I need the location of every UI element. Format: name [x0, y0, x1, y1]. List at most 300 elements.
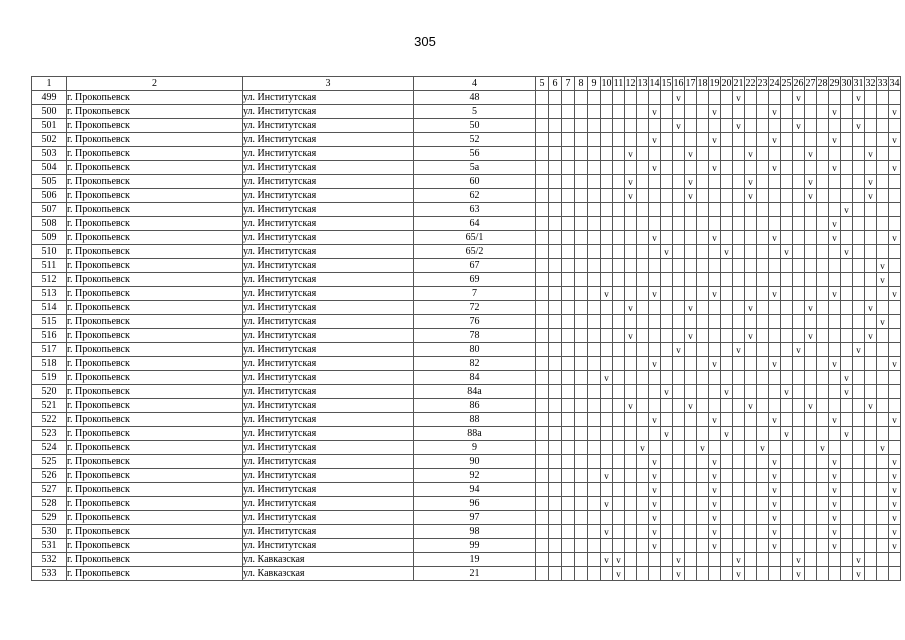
empty-cell [721, 231, 733, 245]
empty-cell [733, 175, 745, 189]
table-row [32, 175, 901, 189]
empty-cell [781, 189, 793, 203]
column-header: 2 [67, 77, 243, 91]
empty-cell [889, 329, 901, 343]
empty-cell [697, 385, 709, 399]
check-mark-cell: v [733, 343, 745, 357]
column-header: 31 [853, 77, 864, 89]
empty-cell [588, 427, 601, 441]
table-row [32, 399, 901, 413]
empty-cell [745, 119, 757, 133]
empty-cell [877, 455, 889, 469]
empty-cell [853, 525, 865, 539]
empty-cell [877, 525, 889, 539]
empty-cell [877, 119, 889, 133]
empty-cell [637, 525, 649, 539]
empty-cell [769, 147, 781, 161]
empty-cell [536, 133, 549, 147]
empty-cell [613, 357, 625, 371]
check-mark-cell: v [709, 413, 721, 427]
empty-cell [562, 273, 575, 287]
empty-cell [769, 399, 781, 413]
empty-cell [549, 525, 562, 539]
house-number-cell: 5а [414, 161, 536, 175]
empty-cell [733, 497, 745, 511]
empty-cell [745, 539, 757, 553]
empty-cell [697, 511, 709, 525]
check-mark-cell: v [601, 553, 613, 567]
empty-cell [697, 203, 709, 217]
table-row [32, 469, 901, 483]
check-mark-cell: v [649, 287, 661, 301]
empty-cell [697, 483, 709, 497]
empty-cell [781, 147, 793, 161]
street-cell: ул. Институтская [243, 231, 414, 245]
empty-cell [781, 343, 793, 357]
empty-cell [649, 217, 661, 231]
check-mark-cell: v [877, 273, 889, 287]
empty-cell [673, 371, 685, 385]
check-mark-cell: v [649, 525, 661, 539]
check-mark-cell: v [625, 189, 637, 203]
empty-cell [685, 357, 697, 371]
empty-cell [745, 497, 757, 511]
empty-cell [601, 231, 613, 245]
empty-cell [649, 245, 661, 259]
check-mark-cell: v [733, 567, 745, 581]
check-mark-cell: v [853, 119, 865, 133]
check-mark-cell: v [637, 441, 649, 455]
empty-cell [562, 245, 575, 259]
empty-cell [685, 511, 697, 525]
empty-cell [745, 245, 757, 259]
empty-cell [562, 483, 575, 497]
check-mark-cell: v [889, 539, 901, 553]
empty-cell [817, 455, 829, 469]
empty-cell [865, 273, 877, 287]
empty-cell [601, 119, 613, 133]
empty-cell [575, 567, 588, 581]
empty-cell [549, 427, 562, 441]
empty-cell [625, 119, 637, 133]
empty-cell [733, 525, 745, 539]
empty-cell [757, 119, 769, 133]
empty-cell [733, 189, 745, 203]
empty-cell [601, 315, 613, 329]
street-cell: ул. Институтская [243, 259, 414, 273]
empty-cell [625, 105, 637, 119]
empty-cell [601, 147, 613, 161]
table-row [32, 161, 901, 175]
empty-cell [549, 343, 562, 357]
city-cell: г. Прокопьевск [67, 91, 243, 105]
empty-cell [588, 175, 601, 189]
house-number-cell: 62 [414, 189, 536, 203]
empty-cell [841, 105, 853, 119]
street-cell: ул. Институтская [243, 511, 414, 525]
empty-cell [637, 315, 649, 329]
empty-cell [613, 189, 625, 203]
empty-cell [661, 343, 673, 357]
check-mark-cell: v [709, 539, 721, 553]
empty-cell [588, 329, 601, 343]
empty-cell [709, 273, 721, 287]
street-cell: ул. Институтская [243, 399, 414, 413]
empty-cell [769, 315, 781, 329]
empty-cell [733, 413, 745, 427]
empty-cell [637, 175, 649, 189]
empty-cell [817, 511, 829, 525]
street-cell: ул. Институтская [243, 315, 414, 329]
check-mark-cell: v [841, 427, 853, 441]
empty-cell [865, 413, 877, 427]
empty-cell [601, 133, 613, 147]
empty-cell [721, 315, 733, 329]
empty-cell [613, 231, 625, 245]
empty-cell [877, 189, 889, 203]
empty-cell [889, 91, 901, 105]
empty-cell [549, 441, 562, 455]
empty-cell [613, 119, 625, 133]
empty-cell [588, 511, 601, 525]
row-number-cell: 503 [32, 147, 67, 161]
empty-cell [889, 315, 901, 329]
empty-cell [697, 567, 709, 581]
row-number-cell: 525 [32, 455, 67, 469]
empty-cell [793, 301, 805, 315]
empty-cell [549, 231, 562, 245]
empty-cell [781, 511, 793, 525]
empty-cell [625, 385, 637, 399]
empty-cell [549, 259, 562, 273]
check-mark-cell: v [769, 161, 781, 175]
empty-cell [575, 119, 588, 133]
empty-cell [865, 119, 877, 133]
empty-cell [613, 399, 625, 413]
column-header: 24 [769, 77, 780, 89]
check-mark-cell: v [793, 91, 805, 105]
empty-cell [613, 441, 625, 455]
empty-cell [817, 161, 829, 175]
empty-cell [613, 217, 625, 231]
empty-cell [575, 287, 588, 301]
house-number-cell: 60 [414, 175, 536, 189]
empty-cell [661, 539, 673, 553]
empty-cell [575, 483, 588, 497]
empty-cell [588, 91, 601, 105]
empty-cell [829, 203, 841, 217]
street-cell: ул. Институтская [243, 189, 414, 203]
empty-cell [536, 245, 549, 259]
empty-cell [536, 231, 549, 245]
empty-cell [817, 147, 829, 161]
table-row [32, 91, 901, 105]
empty-cell [853, 147, 865, 161]
empty-cell [805, 441, 817, 455]
empty-cell [709, 371, 721, 385]
empty-cell [697, 525, 709, 539]
empty-cell [562, 357, 575, 371]
empty-cell [745, 525, 757, 539]
check-mark-cell: v [709, 483, 721, 497]
empty-cell [733, 441, 745, 455]
empty-cell [889, 203, 901, 217]
empty-cell [649, 441, 661, 455]
check-mark-cell: v [805, 399, 817, 413]
empty-cell [685, 441, 697, 455]
table-row [32, 217, 901, 231]
empty-cell [841, 147, 853, 161]
house-number-cell: 88 [414, 413, 536, 427]
table-row [32, 315, 901, 329]
empty-cell [575, 189, 588, 203]
empty-cell [853, 497, 865, 511]
empty-cell [685, 525, 697, 539]
empty-cell [721, 455, 733, 469]
empty-cell [625, 217, 637, 231]
empty-cell [733, 371, 745, 385]
row-number-cell: 532 [32, 553, 67, 567]
empty-cell [721, 217, 733, 231]
table-row [32, 245, 901, 259]
empty-cell [853, 133, 865, 147]
empty-cell [625, 343, 637, 357]
empty-cell [817, 133, 829, 147]
empty-cell [805, 483, 817, 497]
empty-cell [865, 343, 877, 357]
empty-cell [575, 175, 588, 189]
empty-cell [781, 525, 793, 539]
empty-cell [877, 399, 889, 413]
empty-cell [877, 287, 889, 301]
empty-cell [575, 539, 588, 553]
empty-cell [588, 483, 601, 497]
empty-cell [697, 161, 709, 175]
empty-cell [637, 469, 649, 483]
empty-cell [817, 245, 829, 259]
check-mark-cell: v [805, 329, 817, 343]
column-header: 25 [781, 77, 792, 89]
empty-cell [793, 413, 805, 427]
empty-cell [721, 539, 733, 553]
empty-cell [536, 357, 549, 371]
empty-cell [853, 259, 865, 273]
column-header: 29 [829, 77, 840, 89]
empty-cell [637, 427, 649, 441]
empty-cell [865, 203, 877, 217]
street-cell: ул. Институтская [243, 539, 414, 553]
row-number-cell: 529 [32, 511, 67, 525]
empty-cell [588, 147, 601, 161]
check-mark-cell: v [685, 399, 697, 413]
house-number-cell: 82 [414, 357, 536, 371]
check-mark-cell: v [865, 399, 877, 413]
row-number-cell: 499 [32, 91, 67, 105]
empty-cell [805, 259, 817, 273]
empty-cell [661, 357, 673, 371]
check-mark-cell: v [853, 91, 865, 105]
empty-cell [536, 329, 549, 343]
empty-cell [889, 343, 901, 357]
empty-cell [841, 287, 853, 301]
check-mark-cell: v [829, 539, 841, 553]
empty-cell [575, 245, 588, 259]
empty-cell [793, 511, 805, 525]
empty-cell [877, 175, 889, 189]
empty-cell [721, 273, 733, 287]
check-mark-cell: v [829, 455, 841, 469]
empty-cell [841, 525, 853, 539]
empty-cell [805, 525, 817, 539]
empty-cell [625, 161, 637, 175]
check-mark-cell: v [673, 553, 685, 567]
check-mark-cell: v [661, 385, 673, 399]
empty-cell [805, 497, 817, 511]
house-number-cell: 52 [414, 133, 536, 147]
empty-cell [685, 105, 697, 119]
empty-cell [637, 217, 649, 231]
empty-cell [829, 441, 841, 455]
empty-cell [781, 413, 793, 427]
empty-cell [877, 553, 889, 567]
empty-cell [793, 455, 805, 469]
empty-cell [685, 161, 697, 175]
empty-cell [536, 413, 549, 427]
street-cell: ул. Институтская [243, 385, 414, 399]
empty-cell [709, 399, 721, 413]
empty-cell [793, 161, 805, 175]
empty-cell [817, 385, 829, 399]
empty-cell [733, 203, 745, 217]
empty-cell [817, 329, 829, 343]
empty-cell [562, 539, 575, 553]
empty-cell [562, 427, 575, 441]
empty-cell [757, 357, 769, 371]
empty-cell [625, 469, 637, 483]
empty-cell [733, 217, 745, 231]
house-number-cell: 84а [414, 385, 536, 399]
column-header: 15 [661, 77, 672, 89]
empty-cell [625, 273, 637, 287]
check-mark-cell: v [649, 161, 661, 175]
empty-cell [562, 259, 575, 273]
row-number-cell: 516 [32, 329, 67, 343]
empty-cell [757, 161, 769, 175]
empty-cell [769, 343, 781, 357]
house-number-cell: 69 [414, 273, 536, 287]
house-number-cell: 67 [414, 259, 536, 273]
column-header: 20 [721, 77, 732, 89]
empty-cell [673, 427, 685, 441]
check-mark-cell: v [649, 497, 661, 511]
table-row [32, 105, 901, 119]
row-number-cell: 509 [32, 231, 67, 245]
empty-cell [745, 315, 757, 329]
empty-cell [613, 413, 625, 427]
empty-cell [536, 427, 549, 441]
empty-cell [877, 483, 889, 497]
check-mark-cell: v [613, 567, 625, 581]
street-cell: ул. Институтская [243, 497, 414, 511]
empty-cell [562, 413, 575, 427]
empty-cell [745, 343, 757, 357]
city-cell: г. Прокопьевск [67, 385, 243, 399]
column-header: 4 [414, 77, 536, 91]
empty-cell [757, 105, 769, 119]
empty-cell [841, 301, 853, 315]
empty-cell [853, 539, 865, 553]
empty-cell [889, 147, 901, 161]
empty-cell [625, 315, 637, 329]
empty-cell [793, 203, 805, 217]
empty-cell [745, 427, 757, 441]
empty-cell [769, 371, 781, 385]
empty-cell [549, 161, 562, 175]
empty-cell [575, 301, 588, 315]
table-row [32, 371, 901, 385]
check-mark-cell: v [841, 371, 853, 385]
empty-cell [697, 91, 709, 105]
empty-cell [588, 273, 601, 287]
empty-cell [757, 567, 769, 581]
empty-cell [781, 161, 793, 175]
empty-cell [661, 371, 673, 385]
empty-cell [709, 175, 721, 189]
street-cell: ул. Институтская [243, 91, 414, 105]
empty-cell [562, 287, 575, 301]
empty-cell [649, 203, 661, 217]
check-mark-cell: v [865, 147, 877, 161]
empty-cell [637, 245, 649, 259]
empty-cell [536, 175, 549, 189]
city-cell: г. Прокопьевск [67, 329, 243, 343]
empty-cell [649, 567, 661, 581]
page-number: 305 [414, 34, 436, 49]
column-header: 18 [697, 77, 708, 89]
empty-cell [853, 301, 865, 315]
table-row [32, 259, 901, 273]
empty-cell [613, 315, 625, 329]
empty-cell [697, 329, 709, 343]
empty-cell [829, 245, 841, 259]
empty-cell [588, 441, 601, 455]
empty-cell [661, 91, 673, 105]
empty-cell [588, 245, 601, 259]
empty-cell [853, 315, 865, 329]
empty-cell [889, 385, 901, 399]
empty-cell [817, 371, 829, 385]
empty-cell [841, 259, 853, 273]
empty-cell [889, 371, 901, 385]
check-mark-cell: v [709, 469, 721, 483]
check-mark-cell: v [733, 553, 745, 567]
empty-cell [613, 259, 625, 273]
column-header: 16 [673, 77, 684, 89]
check-mark-cell: v [625, 399, 637, 413]
empty-cell [865, 385, 877, 399]
empty-cell [793, 287, 805, 301]
empty-cell [829, 343, 841, 357]
check-mark-cell: v [649, 511, 661, 525]
empty-cell [601, 343, 613, 357]
street-cell: ул. Институтская [243, 119, 414, 133]
empty-cell [562, 553, 575, 567]
empty-cell [673, 203, 685, 217]
empty-cell [649, 301, 661, 315]
empty-cell [805, 567, 817, 581]
empty-cell [757, 147, 769, 161]
table-row [32, 133, 901, 147]
